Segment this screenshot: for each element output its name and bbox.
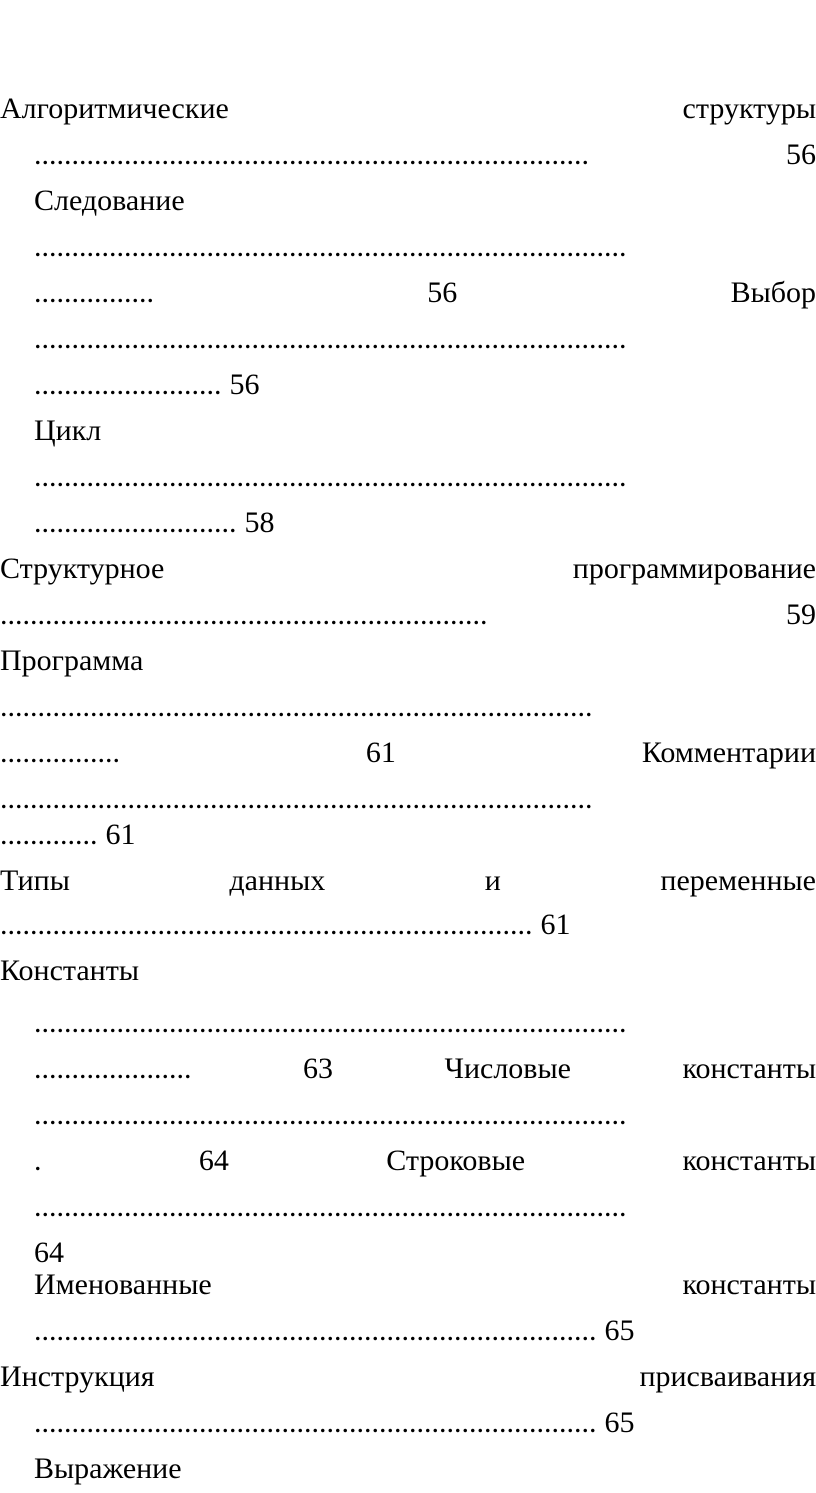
toc-leader-line <box>34 224 816 270</box>
toc-page-number: 65 <box>604 1314 635 1347</box>
toc-leader-line <box>34 316 816 362</box>
toc-leader-dots: ............................................................................... <box>34 460 627 493</box>
toc-page-number: 61 <box>540 908 571 941</box>
toc-page-number: 58 <box>244 506 275 539</box>
toc-leader-line <box>0 592 816 638</box>
toc-leader-line <box>34 1046 816 1092</box>
toc-leader-dots: ............................................................................... <box>34 1006 627 1039</box>
toc-title-word: программирование <box>572 552 816 585</box>
toc-leader-line <box>0 684 816 730</box>
toc-title-word: Числовые <box>444 1052 571 1085</box>
toc-leader-dots: ........................................................................... <box>34 1314 597 1347</box>
toc-leader-dots: . <box>34 1144 42 1177</box>
toc-leader-line <box>34 500 816 546</box>
toc-page-number: 61 <box>365 736 396 769</box>
toc-leader-line <box>34 1184 816 1230</box>
toc-entry-structured-programming <box>0 546 816 592</box>
toc-entry-data-types <box>0 858 816 904</box>
toc-leader-line <box>34 270 816 316</box>
toc-title-word: константы <box>682 1144 816 1177</box>
toc-leader-line <box>0 730 816 776</box>
toc-entry-assignment <box>0 1354 816 1400</box>
toc-leader-line <box>34 362 816 408</box>
toc-title-word: структуры <box>682 92 816 125</box>
toc-leader-line <box>34 132 816 178</box>
toc-title-word: Строковые <box>386 1144 526 1177</box>
toc-page-number: 56 <box>786 138 816 171</box>
toc-entry-loop <box>34 408 816 454</box>
toc-entry-constants <box>0 948 816 994</box>
toc-leader-dots: ............................................................................... <box>0 782 593 815</box>
toc-title-word: и <box>484 864 501 897</box>
toc-page-number: 65 <box>604 1406 635 1439</box>
toc-title-word: Следование <box>34 184 185 217</box>
toc-leader-dots: ............................................................................... <box>34 230 627 263</box>
toc-title-word: Цикл <box>34 414 102 447</box>
toc-page-number: 56 <box>229 368 260 401</box>
toc-title-word: данных <box>229 864 326 897</box>
toc-page-number: 64 <box>198 1144 229 1177</box>
toc-title-word: Константы <box>0 954 139 987</box>
toc-leader-dots: ................................................................. <box>0 598 488 631</box>
toc-title-word: переменные <box>660 864 816 897</box>
toc-title-word: присваивания <box>639 1360 816 1393</box>
toc-entry-named-constants <box>34 1262 816 1308</box>
toc-leader-dots: ................ <box>34 276 154 309</box>
toc-leader-dots: ..................... <box>34 1052 192 1085</box>
toc-entry-expression <box>34 1446 816 1492</box>
toc-leader-line <box>34 1308 816 1354</box>
toc-title-word: Структурное <box>0 552 165 585</box>
toc-entry-program <box>0 638 816 684</box>
toc-title-word: Алгоритмические <box>0 92 229 125</box>
toc-leader-dots: ......................... <box>34 368 222 401</box>
toc-leader-line <box>0 812 816 858</box>
toc-title-word: Выражение <box>34 1452 182 1485</box>
toc-leader-dots: ................ <box>0 736 120 769</box>
toc-leader-dots: ............................................................................... <box>0 690 593 723</box>
toc-leader-dots: ....................................................................... <box>0 908 533 941</box>
toc-leader-dots: ............................................................................... <box>34 1098 627 1131</box>
toc-leader-line <box>34 454 816 500</box>
toc-title-word: Выбор <box>730 276 816 309</box>
toc-page-number: 64 <box>34 1236 64 1269</box>
toc-leader-line <box>34 1092 816 1138</box>
toc-leader-line <box>34 1000 816 1046</box>
toc-title-word: константы <box>682 1268 816 1301</box>
toc-entry-algorithmic-structures <box>0 86 816 132</box>
toc-leader-dots: ........................... <box>34 506 237 539</box>
toc-entry-sequence <box>34 178 816 224</box>
toc-title-word: Именованные <box>34 1268 212 1301</box>
toc-leader-dots: ............................................................................... <box>34 322 627 355</box>
toc-leader-line <box>0 902 816 948</box>
toc-page-number: 56 <box>427 276 458 309</box>
toc-leader-dots: ........................................................................... <box>34 1406 597 1439</box>
toc-leader-dots: ............. <box>0 818 98 851</box>
toc-leader-line <box>34 1400 816 1446</box>
toc-leader-line <box>34 1138 816 1184</box>
toc-page-number: 61 <box>105 818 136 851</box>
toc-leader-dots: ............................................................................... <box>34 1190 627 1223</box>
toc-title-word: Инструкция <box>0 1360 155 1393</box>
toc-title-word: Программа <box>0 644 144 677</box>
toc-page-number: 63 <box>302 1052 333 1085</box>
toc-leader-dots: .......................................................................... <box>34 138 589 171</box>
toc-title-word: Комментарии <box>641 736 816 769</box>
toc-page-number: 59 <box>786 598 816 631</box>
toc-title-word: Типы <box>0 864 70 897</box>
toc-title-word: константы <box>682 1052 816 1085</box>
